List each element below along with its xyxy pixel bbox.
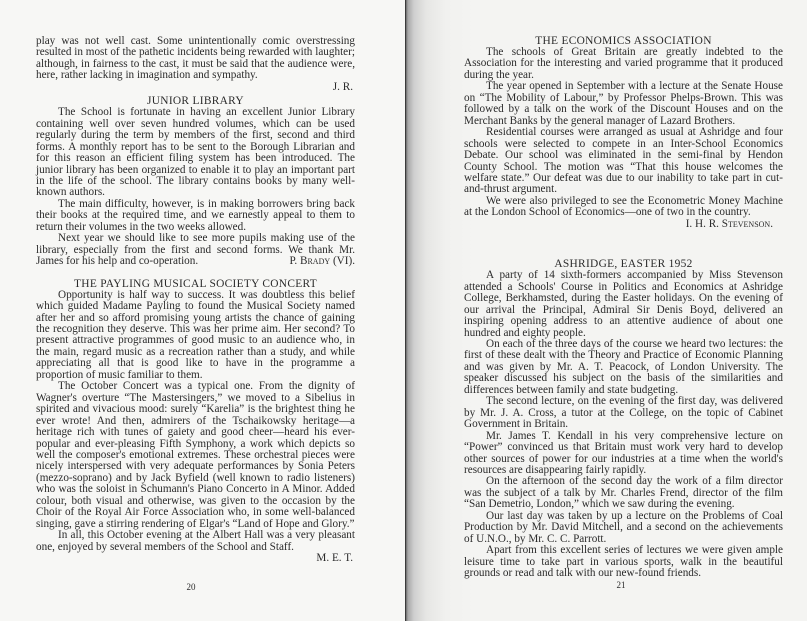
page-number-left: 20 (186, 582, 196, 592)
signature-p-brady: P. Brady (VI). (289, 255, 355, 268)
concert-paragraph: The October Concert was a typical one. From the dignity of Wagner's overture “The Mastersingers,” we moved to a Sibelius in spirited and vivacious mood: surely “Karelia” is the brightest thing he ever wrote! And then, admirers of the Tschaikowsky heritage—a heritage rich with tunes of gaiety and good cheer—heard his ever-popular and ever-pleasing Fifth Symphony, a work which depicts so well the composer's emotional extremes. These orchestral pieces were nicely interspersed with very adequate performances by Sonia Peters (mezzo-soprano) and by Jack Byfield (well known to radio listeners) who was the soloist in Schumann's Piano Concerto in A Minor. Added colour, both visual and otherwise, was given to the occasion by the Choir of the Royal Air Force Association who, in some well-balanced singing, gave a stirring rendering of Elgar's “Land of Hope and Glory.” (36, 380, 355, 530)
concert-paragraph: Opportunity is half way to success. It was doubtless this belief which guided Madame Payling to found the Musical Society named after her and so afford promising young artists the chance of gaining the recognition they deserve. This was her prime aim. Her second? To present attractive programmes of good music to an audience who, in the main, regard music as a recreation rather than a study, and while appreciating all that is good like to have in the programme a proportion of music familiar to them. (36, 288, 355, 381)
ashridge-paragraph: Mr. James T. Kendall in his very comprehensive lecture on “Power” convinced us that Britain must work very hard to develop other sources of power for our industries at a time when the world's resources are disappearing fairly rapidly. (464, 429, 783, 476)
ashridge-paragraph: The second lecture, on the evening of the first day, was delivered by Mr. J. A. Cross, a tutor at the College, on the topic of Cabinet Government in Britain. (464, 395, 783, 431)
page-number-right: 21 (616, 580, 626, 590)
right-page (406, 0, 807, 621)
heading-payling-concert: THE PAYLING MUSICAL SOCIETY CONCERT (74, 277, 317, 290)
ashridge-paragraph: On each of the three days of the course we heard two lectures: the first of these dealt with the Theory and Practice of Economic Planning and was given by Mr. A. T. Peacock, of London University. The speaker discussed his subject on the basis of the similarities and differences between family and state budgeting. (464, 337, 783, 396)
signature-stevenson: I. H. R. Stevenson. (685, 217, 773, 230)
ashridge-paragraph: On the afternoon of the second day the work of a film director was the subject of a talk by Mr. Charles Frend, director of the film “San Demetrio, London,” which we saw during the evening. (464, 475, 783, 511)
ashridge-paragraph: A party of 14 sixth-formers accompanied by Miss Stevenson attended a Schools' Course in Politics and Economics at Ashridge College, Berkhamsted, during the Easter holidays. On the evening of our arrival the Principal, Admiral Sir Denis Boyd, delivered an inspiring opening address to an attentive audience of about one hundred and eighty people. (464, 269, 783, 339)
ashridge-paragraph: Apart from this excellent series of lectures we were given ample leisure time to take part in various sports, walk in the beautiful grounds or read and talk with our new-found friends. (464, 544, 783, 580)
heading-economics-association: THE ECONOMICS ASSOCIATION (535, 35, 712, 47)
concert-paragraph: In all, this October evening at the Albert Hall was a very pleasant one, enjoyed by several members of the School and Staff. (36, 529, 355, 553)
economics-paragraph: The schools of Great Britain are greatly indebted to the Association for the interesting and varied programme that it produced during the year. (464, 46, 783, 81)
right-page-text-column (464, 35, 783, 579)
junior-library-paragraph (36, 233, 355, 267)
economics-paragraph: We were also privileged to see the Econometric Money Machine at the London School of Economics—one of two in the country. (464, 194, 783, 219)
signature-jr: J. R. (332, 80, 353, 93)
junior-library-paragraph: The School is fortunate in having an excellent Junior Library containing well over seven hundred volumes, which can be used regularly during the term by members of the first, second and third forms. A monthly report has to be sent to the Borough Librarian and for this reason an efficient filing system has been introduced. The junior library has been organized to enable it to play an important part in the life of the school. The library contains books by many well-known authors. (36, 106, 355, 199)
junior-library-paragraph-text: Next year we should like to see more pupils making use of the library, especially from the first and second forms. We thank Mr. James for his help and co-operation. (36, 232, 355, 268)
economics-paragraph: The year opened in September with a lecture at the Senate House on “The Mobility of Labour,” by Professor Phelps-Brown. This was followed by a talk on the work of the Discount Houses and on the Merchant Banks by the general manager of Lazard Brothers. (464, 80, 783, 127)
heading-junior-library: JUNIOR LIBRARY (147, 95, 244, 108)
ashridge-paragraph: Our last day was taken by up a lecture on the Problems of Coal Production by Mr. David Mitchell, and a second on the achievements of U.N.O., by Mr. C. C. Parrott. (464, 509, 783, 545)
signature-met: M. E. T. (316, 552, 353, 565)
left-page-text-column (36, 36, 355, 564)
continuation-paragraph: play was not well cast. Some unintentionally comic overstressing resulted in most of the pathetic incidents being rewarded with laughter; although, in fairness to the cast, it must be said that the audience were, here, rather lacking in imagination and sympathy. (36, 35, 355, 82)
heading-ashridge: ASHRIDGE, EASTER 1952 (554, 258, 693, 271)
junior-library-paragraph: The main difficulty, however, is in making borrowers bring back their books at the required time, and we earnestly appeal to them to return their volumes in the two weeks allowed. (36, 197, 355, 233)
economics-paragraph: Residential courses were arranged as usual at Ashridge and four schools were selected to compete in an Inter-School Economics Debate. Our school was eliminated in the semi-final by Hendon County School. The motion was “That this house welcomes the welfare state.” Our defeat was due to our inability to take part in cut-and-thrust argument. (464, 126, 783, 196)
